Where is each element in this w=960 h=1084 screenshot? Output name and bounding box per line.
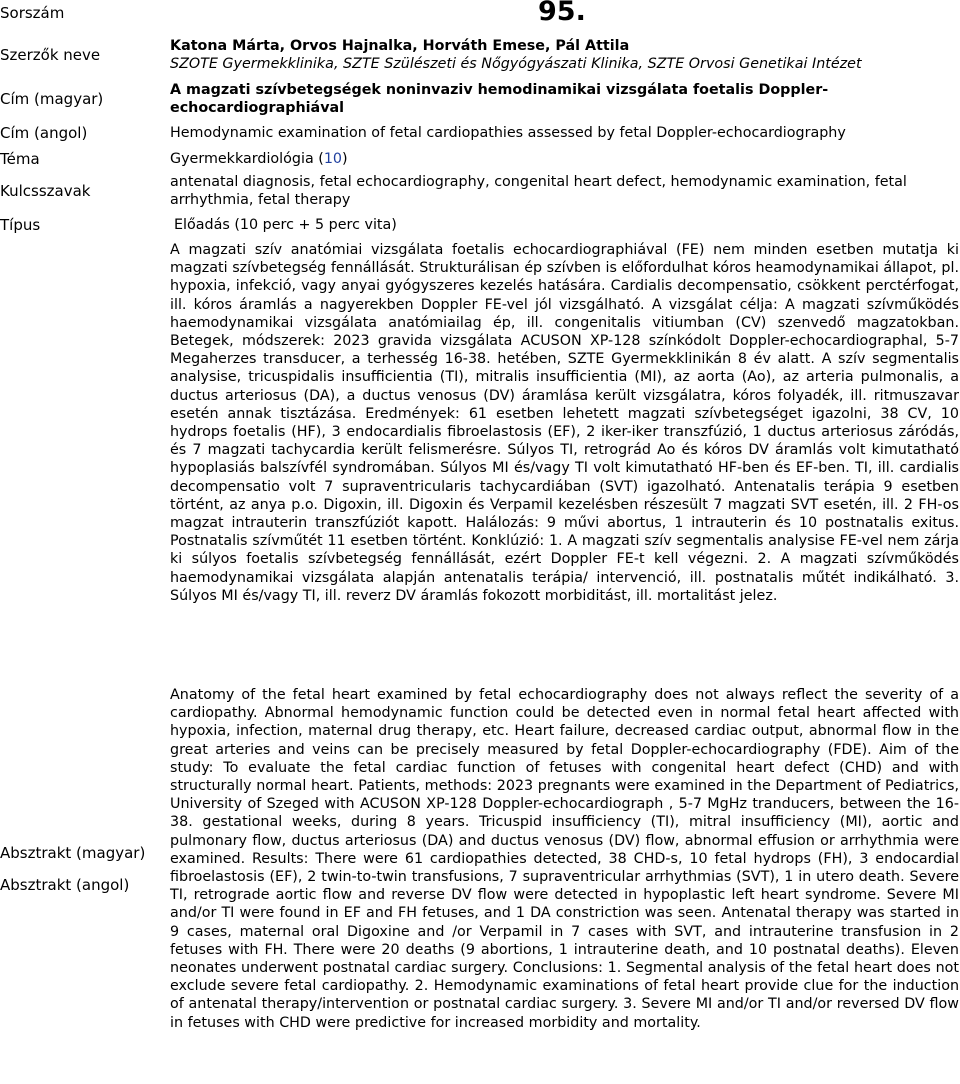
topic — [170, 150, 959, 168]
title-en: Hemodynamic examination of fetal cardiopathies assessed by fetal Doppler-echocardiography — [170, 125, 846, 141]
affiliation: SZOTE Gyermekklinika, SZTE Szülészeti és Nőgyógyászati Klinika, SZTE Orvosi Genetikai Intézet — [170, 56, 862, 72]
abstract-number: 95. — [538, 0, 586, 27]
label-sorszam: Sorszám — [0, 4, 65, 22]
label-title-en: Cím (angol) — [0, 124, 88, 142]
abstract-en: Anatomy of the fetal heart examined by fetal echocardiography does not always reflect the severity of a cardiopathy. Abnormal hemodynamic function could be detected even in normal fetal heart affected with hypoxia, infection, maternal drug therapy, etc. Heart failure, decreased cardiac output, abnormal flow in the great arteries and veins can be precisely measured by fetal Doppler-echocardiography (FDE). Aim of the study: To evaluate the fetal cardiac function of fetuses with congenital heart defect (CHD) and with structurally normal heart. Patients, methods: 2023 pregnants were examined in the Department of Pediatrics, University of Szeged with ACUSON XP-128 Doppler-echocardiograph , 5-7 MgHz tranducers, between the 16-38. gestational weeks, during 8 years. Tricuspid insufficiency (TI), mitral insufficiency (MI), aortic and pulmonary flow, ductus arteriosus (DA) and ductus venosus (DV) flow, abnormal effusion or arrhythmia were examined. Results: There were 61 cardiopathies detected, 38 CHD-s, 10 fetal hydrops (FH), 3 endocardial fibroelastosis (EF), 2 twin-to-twin transfusions, 7 supraventricular arrhythmias (SVT), 1 in utero death. Severe TI, retrograde aortic flow and reverse DV flow were detected in hypoplastic left heart syndrome. Severe MI and/or TI were found in EF and FH fetuses, and 1 DA constriction was seen. Antenatal therapy was started in 9 cases, maternal oral Digoxine and /or Verpamil in 7 cases with SVT, and intrauterine transfusion in 2 fetuses with FH. There were 20 deaths (9 abortions, 1 intrauterine death, and 10 postnatal deaths). Eleven neonates underwent postnatal cardiac surgery. Conclusions: 1. Segmental analysis of the fetal heart does not exclude severe fetal cardiopathy. 2. Hemodynamic examinations of fetal heart provide clue for the induction of antenatal therapy/intervention or postnatal cardiac surgery. 3. Severe MI and/or TI and/or reversed DV flow in fetuses with CHD were predictive for increased morbidity and mortality. — [170, 687, 959, 1031]
label-topic: Téma — [0, 150, 40, 168]
topic-text: Gyermekkardiológia ( — [170, 151, 324, 167]
label-authors: Szerzők neve — [0, 46, 101, 64]
label-abstract-hu: Absztrakt (magyar) — [0, 844, 146, 862]
title-hu: A magzati szívbetegségek noninvaziv hemodinamikai vizsgálata foetalis Doppler-echocardiographiával — [170, 82, 829, 117]
authors: Katona Márta, Orvos Hajnalka, Horváth Emese, Pál Attila — [170, 38, 630, 54]
topic-number: 10 — [323, 151, 343, 167]
topic-close: ) — [342, 151, 348, 167]
label-keywords: Kulcsszavak — [0, 182, 91, 200]
label-abstract-en: Absztrakt (angol) — [0, 876, 130, 894]
abstract-hu: A magzati szív anatómiai vizsgálata foetalis echocardiographiával (FE) nem minden esetben mutatja ki magzati szívbetegség fennállását. Strukturálisan ép szívben is előfordulhat kóros heamodynamikai állapot, pl. hypoxia, infekció, vagy anyai gyógyszeres kezelés hatására. Cardialis decompensatio, csökkent perctérfogat, ill. kóros áramlás a nagyerekben Doppler FE-vel jól vizsgálható. A vizsgálat célja: A magzati szívműködés haemodynamikai vizsgálata anatómiailag ép, ill. congenitalis vitiumban (CV) szenvedő magzatokban. Betegek, módszerek: 2023 gravida vizsgálata ACUSON XP-128 színkódolt Doppler-echocardiographal, 5-7 Megaherzes transducer, a terhesség 16-38. hetében, SZTE Gyermekklinikán 8 év alatt. A szív segmentalis analysise, tricuspidalis insufficientia (TI), mitralis insufficientia (MI), az aorta (Ao), az arteria pulmonalis, a ductus arteriosus (DA), a ductus venosus (DV) áramlása került vizsgálatra, kóros folyadék, ill. ritmuszavar esetén annak tisztázása. Eredmények: 61 esetben lehetett magzati szívbetegséget igazolni, 38 CV, 10 hydrops foetalis (HF), 3 endocardialis fibroelastosis (EF), 2 iker-iker transzfúzió, 1 ductus arteriosus záródás, és 7 magzati tachycardia került felismerésre. Súlyos TI, retrográd Ao és kóros DV áramlás volt kimutatható hypoplasiás balszívfél syndromában. Súlyos MI és/vagy TI volt kimutatható HF-ben és EF-ben. TI, ill. cardialis decompensatio volt 7 supraventricularis tachycardiában (SVT) igazolható. Antenatalis terápia 9 esetben történt, az anya p.o. Digoxin, ill. Digoxin és Verpamil kezelésben részesült 7 magzati SVT esetén, ill. 2 FH-os magzat intrauterin transzfúziót kapott. Halálozás: 9 művi abortus, 1 intrauterin és 10 postnatalis exitus. Postnatalis szívműtét 11 esetben történt. Konklúzió: 1. A magzati szív segmentalis analysise FE-vel nem zárja ki súlyos foetalis szívbetegség fennállását, ezért Doppler FE-t kell végezni. 2. A magzati szívműködés haemodynamikai vizsgálata alapján antenatalis terápia/ intervenció, ill. postnatalis műtét indikálható. 3. Súlyos MI és/vagy TI, ill. reverz DV áramlás fokozott morbiditást, ill. mortalitást jelez. — [170, 242, 959, 604]
label-type: Típus — [0, 216, 41, 234]
keywords: antenatal diagnosis, fetal echocardiography, congenital heart defect, hemodynamic examination, fetal arrhythmia, fetal therapy — [170, 174, 907, 209]
label-title-hu: Cím (magyar) — [0, 90, 104, 108]
presentation-type: Előadás (10 perc + 5 perc vita) — [174, 217, 397, 233]
